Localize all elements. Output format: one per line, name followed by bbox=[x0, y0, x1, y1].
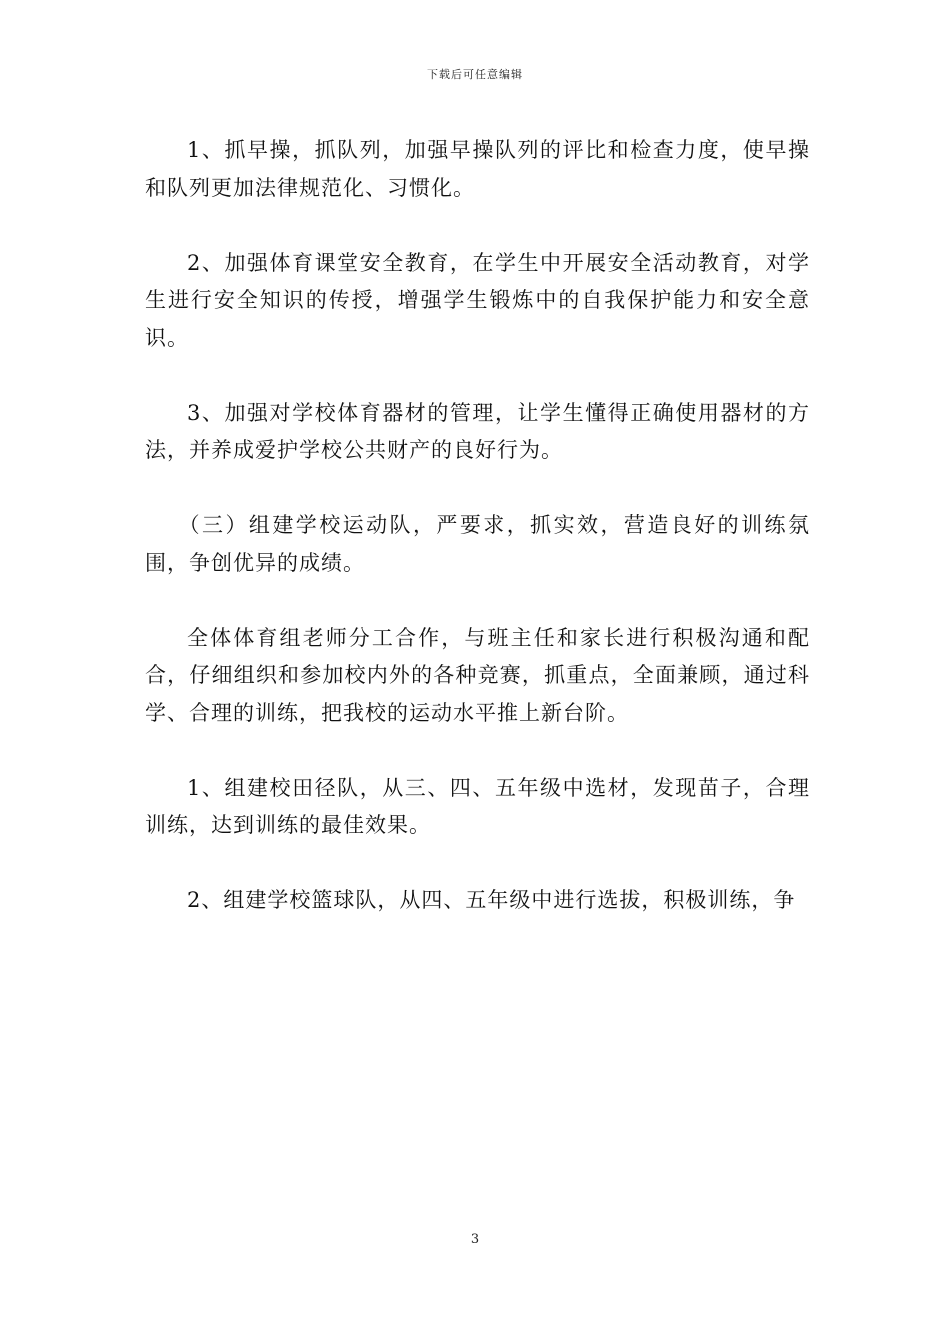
paragraph-6: 2、组建学校篮球队，从四、五年级中进行选拔，积极训练，争 bbox=[187, 888, 796, 912]
paragraph-1: 1、抓早操，抓队列，加强早操队列的评比和检查力度，使早操和队列更加法律规范化、习惯化。 bbox=[145, 138, 810, 200]
page-header: 下载后可任意编辑 bbox=[427, 68, 523, 81]
paragraph-2: 2、加强体育课堂安全教育，在学生中开展安全活动教育，对学生进行安全知识的传授，增强学生锻炼中的自我保护能力和安全意识。 bbox=[145, 250, 810, 350]
document-body bbox=[145, 132, 810, 957]
paragraph-3: 3、加强对学校体育器材的管理，让学生懂得正确使用器材的方法，并养成爱护学校公共财产的良好行为。 bbox=[145, 400, 810, 462]
paragraph-4: 全体体育组老师分工合作，与班主任和家长进行积极沟通和配合，仔细组织和参加校内外的各种竞赛，抓重点，全面兼顾，通过科学、合理的训练，把我校的运动水平推上新台阶。 bbox=[145, 625, 810, 725]
page-number: 3 bbox=[470, 1232, 480, 1247]
paragraph-5: 1、组建校田径队，从三、四、五年级中选材，发现苗子，合理训练，达到训练的最佳效果。 bbox=[145, 775, 810, 837]
section-heading-3: （三）组建学校运动队，严要求，抓实效，营造良好的训练氛围，争创优异的成绩。 bbox=[145, 513, 810, 575]
